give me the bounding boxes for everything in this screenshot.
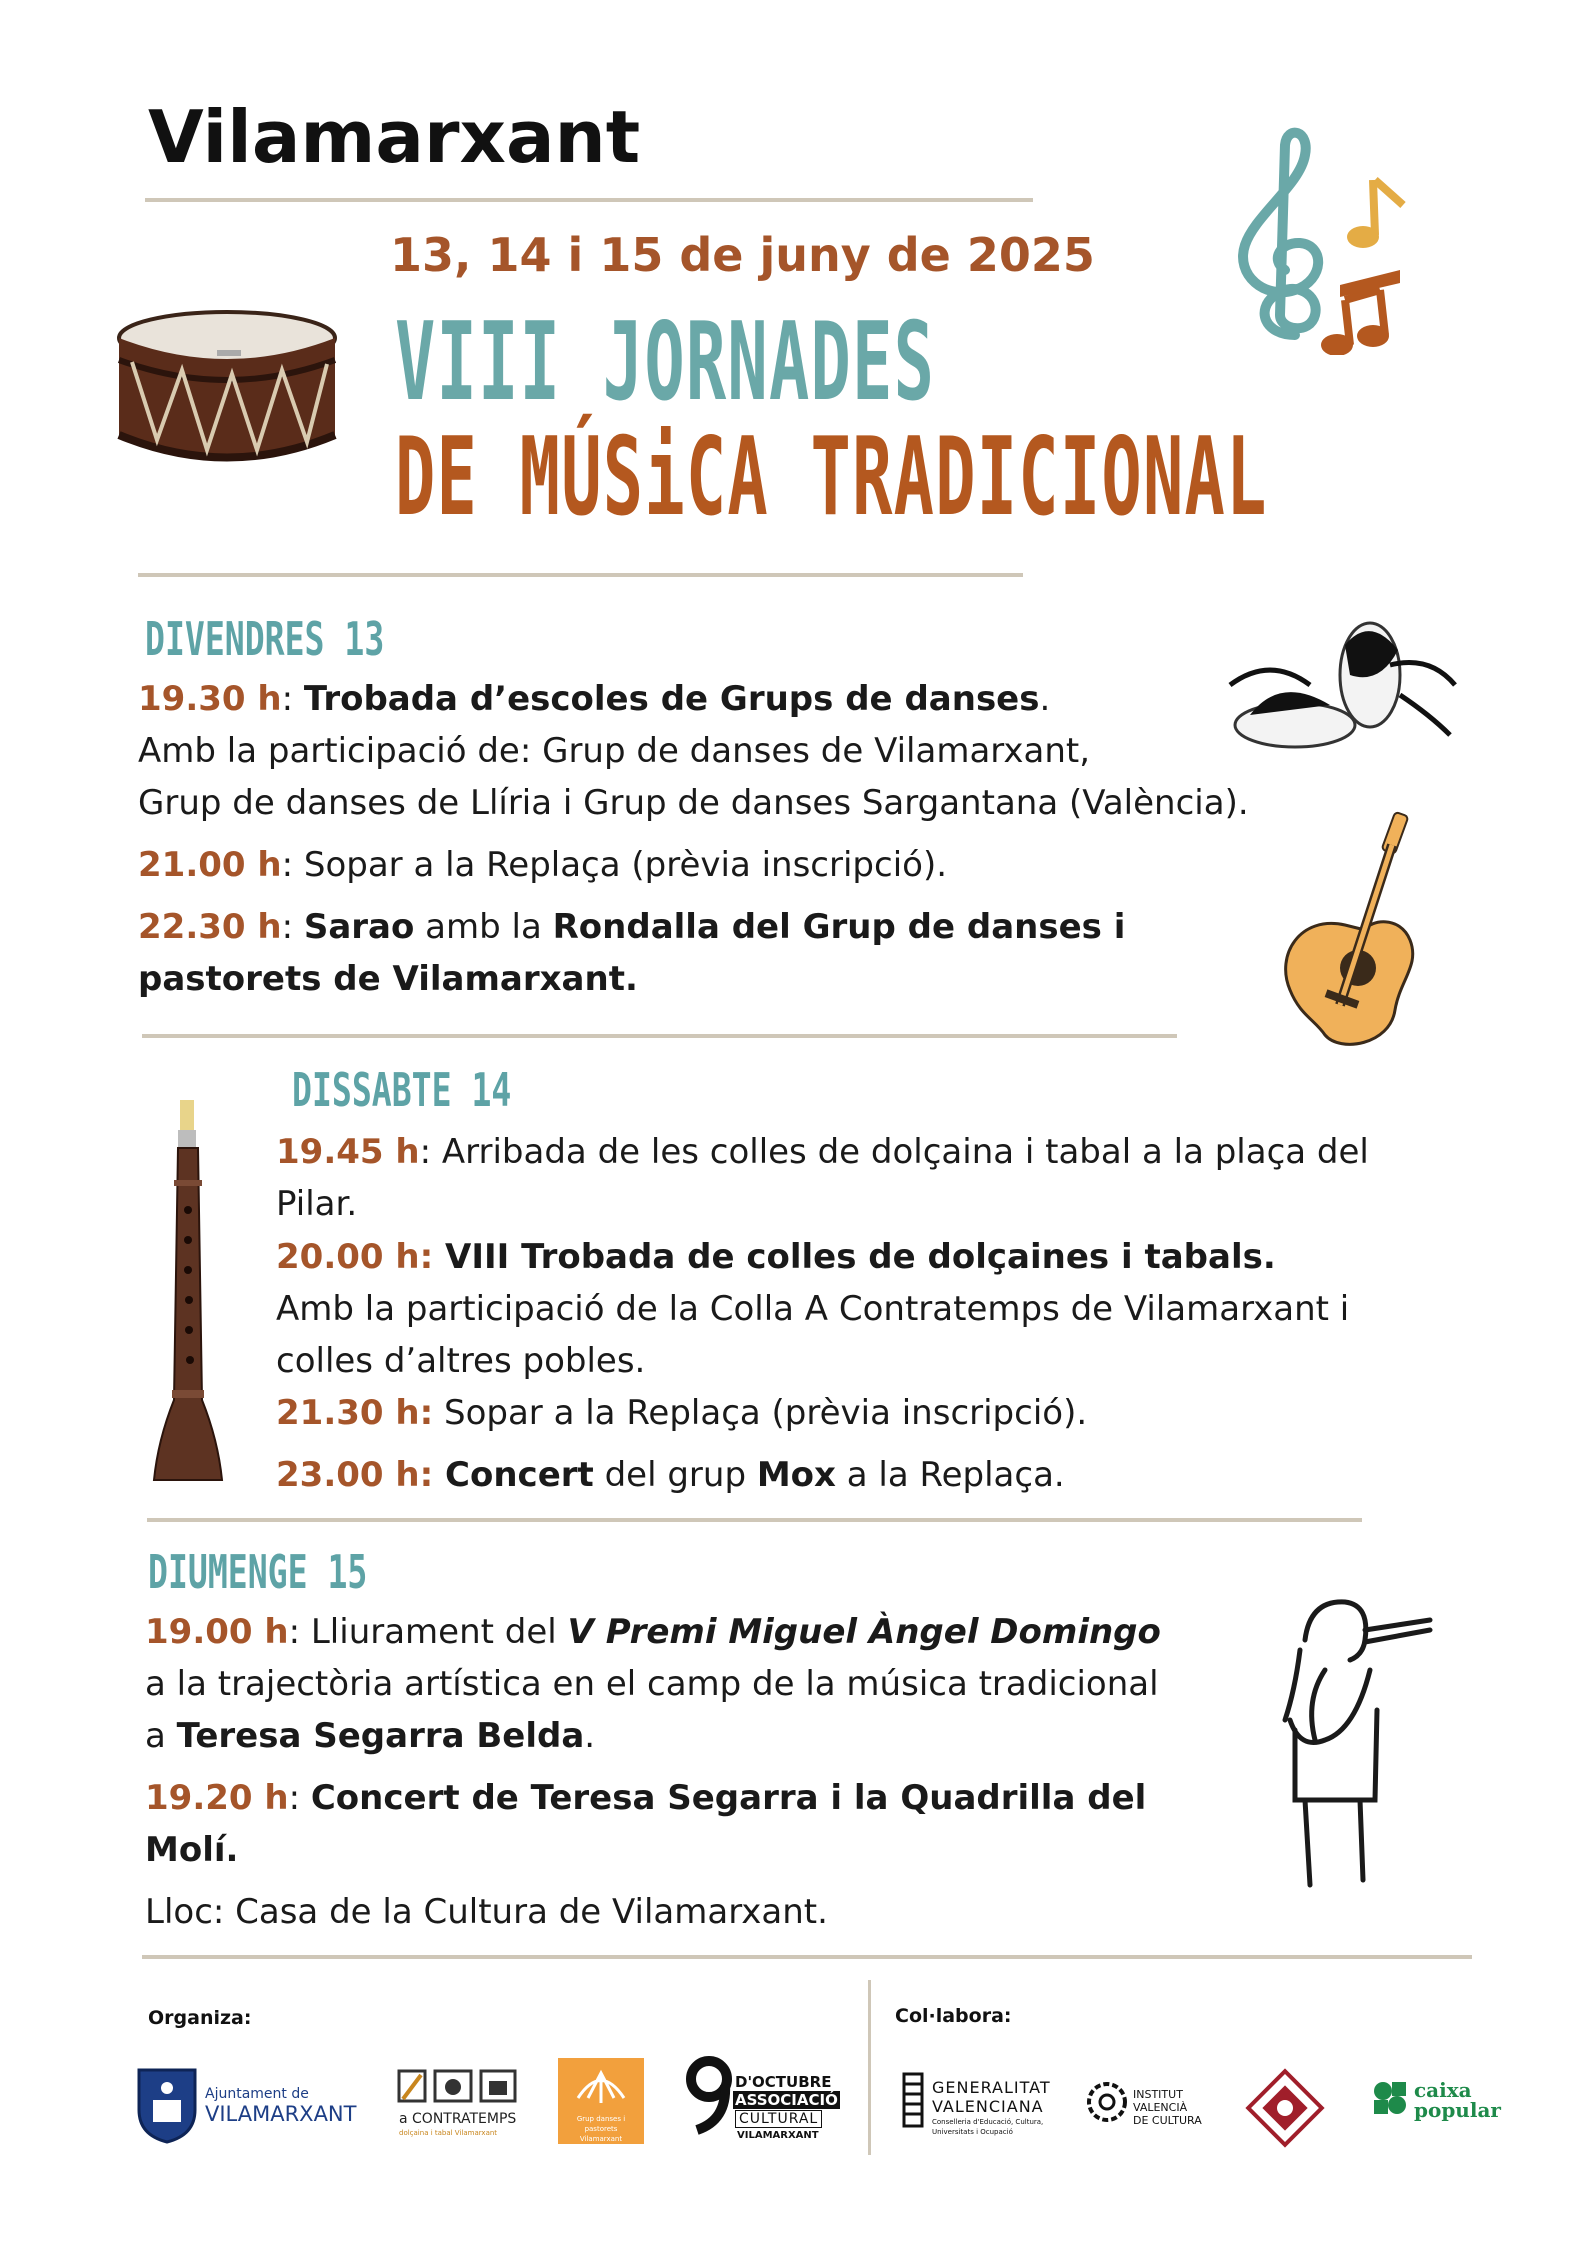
instruments-icon xyxy=(395,2065,520,2109)
logo-gva-1: GENERALITAT xyxy=(932,2078,1051,2097)
divider xyxy=(142,1955,1472,1959)
logo-ajuntament-name: VILAMARXANT xyxy=(205,2102,357,2126)
divider xyxy=(147,1518,1362,1522)
logo-gva-4: Universitats i Ocupació xyxy=(932,2128,1013,2136)
friday-line-1 xyxy=(138,677,1050,721)
logo-grup-danses-text: Grup danses i pastorets Vilamarxant xyxy=(576,2115,626,2143)
time: 21.30 h: xyxy=(276,1393,434,1433)
logo-contratemps xyxy=(395,2065,525,2145)
heading-saturday: DISSABTE 14 xyxy=(292,1063,512,1117)
text: amb la xyxy=(414,907,553,947)
text: : Lliurament del xyxy=(288,1612,568,1652)
music-notes-icon xyxy=(1225,125,1415,355)
time: 19.45 h xyxy=(276,1132,420,1172)
ivc-circle-icon xyxy=(1085,2080,1129,2124)
friday-line-2: Amb la participació de: Grup de danses de Vilamarxant, xyxy=(138,731,1090,771)
divider xyxy=(142,1034,1177,1038)
logo-9-octubre xyxy=(685,2055,838,2145)
text: a la Replaça. xyxy=(835,1455,1065,1495)
time: 19.30 h xyxy=(138,679,282,719)
logo-octubre-3: CULTURAL xyxy=(735,2110,822,2128)
logo-ivc-1: INSTITUT xyxy=(1133,2088,1183,2101)
friday-line-5 xyxy=(138,905,1125,949)
logo-grup-danses xyxy=(558,2058,644,2144)
time: 23.00 h: xyxy=(276,1455,434,1495)
time: 19.20 h xyxy=(145,1778,289,1818)
time: 19.00 h xyxy=(145,1612,289,1652)
time: 22.30 h xyxy=(138,907,282,947)
organiza-label: Organiza: xyxy=(148,2007,252,2029)
logo-ivc-2: VALENCIÀ xyxy=(1133,2101,1188,2114)
sunday-line-1 xyxy=(145,1610,1161,1654)
town-name: Vilamarxant xyxy=(148,95,641,179)
text: Sopar a la Replaça (prèvia inscripció). xyxy=(433,1393,1088,1433)
logo-octubre-4: VILAMARXANT xyxy=(737,2130,819,2141)
logo-ivc xyxy=(1085,2080,1205,2135)
logo-ajuntament-small: Ajuntament de xyxy=(205,2086,309,2102)
logo-octubre-2: ASSOCIACIÓ xyxy=(735,2091,838,2109)
time: 20.00 h: xyxy=(276,1237,434,1277)
saturday-line-3 xyxy=(276,1235,1276,1279)
sep: . xyxy=(1039,679,1051,719)
logo-contratemps-name: a CONTRATEMPS xyxy=(399,2111,517,2127)
event-name: Concert de Teresa Segarra i la Quadrilla del xyxy=(310,1778,1147,1818)
colabora-label: Col·labora: xyxy=(895,2005,1012,2027)
logo-gva-2: VALENCIANA xyxy=(932,2097,1044,2116)
dolcaina-illustration xyxy=(148,1100,228,1490)
logo-generalitat xyxy=(900,2070,1060,2140)
event-title-line1: VIII JORNADES xyxy=(395,300,936,425)
time: 21.00 h xyxy=(138,845,282,885)
logo-ajuntament xyxy=(135,2060,370,2144)
sep: : xyxy=(281,679,304,719)
friday-line-6: pastorets de Vilamarxant. xyxy=(138,959,638,999)
saturday-line-2: Pilar. xyxy=(276,1184,358,1224)
logo-caixa-popular xyxy=(1370,2078,1530,2128)
drum-illustration xyxy=(112,300,342,480)
event-dates: 13, 14 i 15 de juny de 2025 xyxy=(390,228,1095,282)
saturday-line-4: Amb la participació de la Colla A Contratemps de Vilamarxant i xyxy=(276,1289,1350,1329)
divider xyxy=(138,573,1023,577)
caixa-logo-icon xyxy=(1370,2078,1410,2118)
gva-crest-icon xyxy=(900,2070,926,2130)
event-name: Concert xyxy=(433,1455,594,1495)
event-name: Sarao xyxy=(303,907,415,947)
text: a xyxy=(145,1716,177,1756)
espadrilles-illustration xyxy=(1210,605,1460,765)
saturday-line-1 xyxy=(276,1130,1369,1174)
heading-friday: DIVENDRES 13 xyxy=(145,612,385,666)
logo-federacio xyxy=(1245,2068,1325,2148)
heading-sunday: DIUMENGE 15 xyxy=(148,1545,368,1599)
dancer-icon xyxy=(558,2058,644,2108)
logo-caixa-2: popular xyxy=(1414,2098,1501,2122)
logo-contratemps-sub: dolçaina i tabal Vilamarxant xyxy=(399,2129,498,2137)
saturday-line-6 xyxy=(276,1391,1087,1435)
friday-line-4 xyxy=(138,843,947,887)
award-name: V Premi Miguel Àngel Domingo xyxy=(567,1612,1161,1652)
musician-illustration xyxy=(1265,1590,1445,1890)
sunday-line-6: Lloc: Casa de la Cultura de Vilamarxant. xyxy=(145,1892,828,1932)
friday-line-3: Grup de danses de Llíria i Grup de danses Sargantana (València). xyxy=(138,783,1249,823)
sunday-line-3 xyxy=(145,1714,595,1758)
divider xyxy=(145,198,1033,202)
event-name: VIII Trobada de colles de dolçaines i tabals. xyxy=(433,1237,1276,1277)
logo-ivc-3: DE CULTURA xyxy=(1133,2114,1202,2127)
sep: : xyxy=(281,907,304,947)
saturday-line-5: colles d’altres pobles. xyxy=(276,1341,646,1381)
event-name: Trobada d’escoles de Grups de danses xyxy=(303,679,1040,719)
number-nine-icon xyxy=(685,2055,735,2135)
group-name: Rondalla del Grup de danses i xyxy=(552,907,1126,947)
logo-gva-3: Conselleria d'Educació, Cultura, xyxy=(932,2118,1044,2126)
text: del grup xyxy=(593,1455,757,1495)
text: : Arribada de les colles de dolçaina i tabal a la plaça del xyxy=(419,1132,1369,1172)
sunday-line-5: Molí. xyxy=(145,1830,239,1870)
text: : Sopar a la Replaça (prèvia inscripció). xyxy=(281,845,948,885)
sunday-line-2: a la trajectòria artística en el camp de la música tradicional xyxy=(145,1664,1159,1704)
text: . xyxy=(584,1716,596,1756)
logo-octubre-1: D'OCTUBRE xyxy=(735,2073,832,2091)
logo-caixa-1: caixa xyxy=(1414,2078,1472,2102)
footer-separator xyxy=(868,1980,871,2155)
person-name: Teresa Segarra Belda xyxy=(176,1716,585,1756)
group-name: Mox xyxy=(756,1455,836,1495)
guitar-illustration xyxy=(1270,805,1440,1050)
saturday-line-7 xyxy=(276,1453,1065,1497)
event-title-line2: DE MÚSiCA TRADICIONAL xyxy=(395,415,1268,540)
sep: : xyxy=(288,1778,311,1818)
sunday-line-4 xyxy=(145,1776,1146,1820)
shield-icon xyxy=(135,2060,199,2144)
